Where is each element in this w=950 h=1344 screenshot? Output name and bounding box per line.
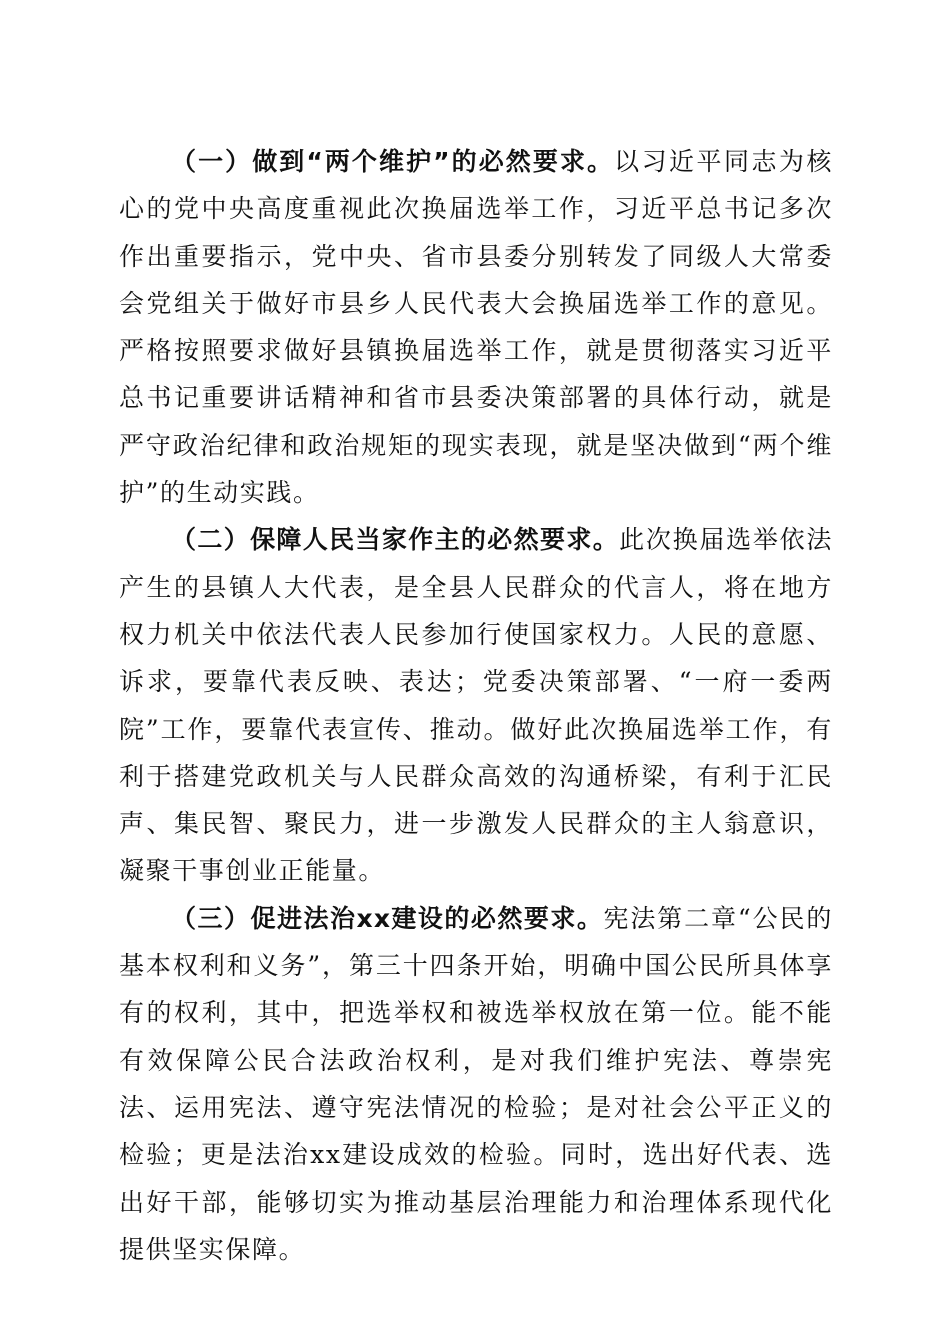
paragraph-1 xyxy=(119,138,833,516)
paragraph-2-heading: （二）保障人民当家作主的必然要求。 xyxy=(171,525,620,555)
paragraph-2-text: 此次换届选举依法产生的县镇人大代表，是全县人民群众的代言人，将在地方权力机关中依法代表人民参加行使国家权力。人民的意愿、诉求，要靠代表反映、表达；党委决策部署、“一府一委两院”工作，要靠代表宣传、推动。做好此次换届选举工作，有利于搭建党政机关与人民群众高效的沟通桥梁，有利于汇民声、集民智、聚民力，进一步激发人民群众的主人翁意识，凝聚干事创业正能量。 xyxy=(119,525,833,886)
paragraph-3-text: 宪法第二章“公民的基本权利和义务”，第三十四条开始，明确中国公民所具体享有的权利，其中，把选举权和被选举权放在第一位。能不能有效保障公民合法政治权利，是对我们维护宪法、尊崇宪法、运用宪法、遵守宪法情况的检验；是对社会公平正义的检验；更是法治xx建设成效的检验。同时，选出好代表、选出好干部，能够切实为推动基层治理能力和治理体系现代化提供坚实保障。 xyxy=(119,903,834,1264)
paragraph-1-heading: （一）做到“两个维护”的必然要求。 xyxy=(171,147,615,176)
paragraph-2 xyxy=(119,516,833,894)
paragraph-1-text: 以习近平同志为核心的党中央高度重视此次换届选举工作，习近平总书记多次作出重要指示，党中央、省市县委分别转发了同级人大常委会党组关于做好市县乡人民代表大会换届选举工作的意见。严格按照要求做好县镇换届选举工作，就是贯彻落实习近平总书记重要讲话精神和省市县委决策部署的具体行动，就是严守政治纪律和政治规矩的现实表现，就是坚决做到“两个维护”的生动实践。 xyxy=(119,147,833,508)
paragraph-3 xyxy=(119,895,833,1273)
document-body xyxy=(119,138,833,1273)
paragraph-3-heading: （三）促进法治xx建设的必然要求。 xyxy=(171,903,604,933)
